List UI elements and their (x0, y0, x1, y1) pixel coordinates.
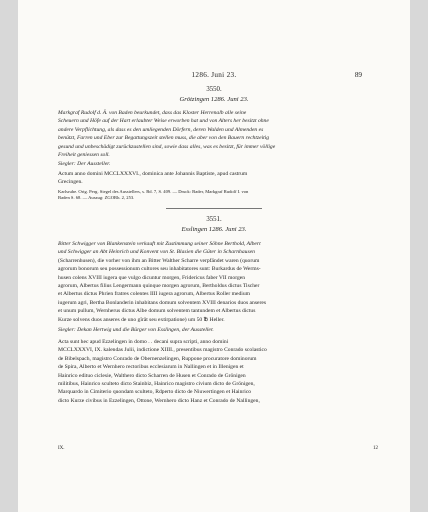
doc1-source-line: Baden S. 68. — Auszug: ZGORh. 2, 253. (58, 195, 135, 201)
document-page (18, 0, 410, 512)
footer-signature-left: IX. (58, 446, 65, 451)
doc2-summary-line: et unum pullum, Wernherus dictus Albe domum solventem tantundem et Albertus dictus (58, 308, 256, 315)
doc1-summary-line: Markgraf Rudolf d. Ä. von Baden beurkundet, dass das Kloster Herrenalb alle seine (58, 110, 247, 116)
page-footer (58, 446, 378, 451)
doc2-body-line: Acta sunt hec apud Ezzelingen in domo . . decani supra scripti, anno domini (58, 339, 229, 345)
doc2-body-line: dicto Kurze civibus in Ezzelingen, Ottone, Wernhero dicto Hanz et Conrado de Nallingen, (58, 397, 260, 404)
doc1-place-date: Grötzingen 1286. Juni 23. (179, 96, 249, 103)
page-number: 89 (354, 71, 362, 79)
doc2-summary-line: Kurze solvens duos anseres de uno gîrât seu extirpatione) um 50 ℔ Heller. (58, 316, 225, 323)
doc1-number: 3550. (206, 86, 222, 93)
doc2-body-line: Marquardo in Cimiterio quondam sculteto, Rdperto dicto de Niuwertingen et Hainrico (58, 389, 252, 396)
footer-signature-right: 12 (373, 446, 378, 451)
doc2-summary-line: (Scharrenhusen), die vorher von ihm an Bitter Walther Scharre verpfändet waren (quorum (58, 257, 260, 264)
doc1-actum-line: Actum anno domini MCCLXXXVI., dominica ante Johannis Baptiste, apud castrum (58, 171, 248, 177)
doc2-body-line: de Spira, Alberto et Wernhero rectoribus ecclesiarum in Nallingen et in Illenigen et (58, 364, 244, 371)
doc1-actum (58, 170, 378, 187)
doc1-source (58, 189, 378, 202)
doc1-summary-line: Scheuern und Höfe auf der Hart erlaubter Weise erworben hat und von Alters her besitzt ohne (58, 118, 269, 125)
doc2-body-line: de Bibelspach, magistro Conrado de Obernenzelingen, Ruppone procuratore dominorum (58, 355, 257, 362)
section-divider (166, 208, 262, 209)
doc2-sealer (58, 326, 378, 334)
doc2-body-line: Hainrico edituo ciclesie, Walthero dicto Scharren de Husen et Conrado de Grönigen (58, 372, 246, 379)
doc1-summary-line: Freiheit geniessen soll. (58, 152, 110, 159)
doc2-body-line: militibus, Hainrico sculteto dicto Stainbiz, Hainrico magistro civium dicto de Grönigen, (58, 381, 255, 388)
doc1-summary-line: andere Verpflichtung, als dass es den umliegenden Dörfern, deren Walden und Almenden es (58, 126, 264, 133)
doc2-body-line: MCCLXXXVI, IX. kalendas Julii, indictione XIIII., presentibus magistro Conrado scolastico (58, 347, 267, 354)
doc1-sealer (58, 160, 378, 168)
doc2-summary-line: Bitter Schwigger von Blankenstein verkauft mit Zustimmung seiner Söhne Berthold, Albert (58, 241, 261, 247)
doc1-sealer-line: Siegler: Der Aussteller. (58, 161, 111, 167)
doc2-place-date: Esslingen 1286. Juni 23. (181, 226, 247, 233)
doc2-summary (58, 240, 378, 324)
doc2-summary-line: und Schwigger an Abt Heinrich und Konvent von St. Blasien die Güter in Scharnhausen (58, 249, 255, 256)
doc1-source-line: Karlsruhe. Orig. Perg. Siegel des Ausstellers, s. Bd. 7, S. 409. — Druck: Bader, Markgraf Rudolf I. von (58, 189, 249, 194)
doc2-summary-line: iugerum agri, Bertha Bonlanderin inhabitans domum solventem XVIII denarios duos anseres (58, 299, 267, 306)
doc1-summary-line: benützt, Farren und Eber zur Begattungszeit stellen muss, die aber von den Bauern rechtzeitig (58, 135, 270, 142)
doc1-actum-line: Grecingen. (58, 179, 83, 186)
doc2-body (58, 338, 378, 405)
doc2-summary-line: agrorum bonorum seu possessionum cultores seu inhabitatores sunt: Burkardus de Werms- (58, 266, 261, 273)
header-date: 1286. Juni 23. (191, 71, 237, 79)
doc2-summary-line: agrorum, Albertus filius Lengermann quinque morgen agrorum, Bertholdus dictus Tischer (58, 283, 260, 290)
doc2-summary-line: husen colens XVIII iugera que vulgo dicuntur morgen, Fridericus faber VII morgen (58, 274, 246, 281)
doc1-summary (58, 109, 378, 159)
doc1-summary-line: gesund und unbeschädigt zurückzustellen sind, sowie dass alles, was es besitzt, für immer völlige (58, 143, 276, 150)
doc2-summary-line: et Albertus dictus Phrien fratres colentes IIII iugera agrorum, Albertus Roller medium (58, 291, 250, 298)
doc2-number: 3551. (206, 216, 222, 223)
doc2-sealer-line: Siegler: Dekan Hertwig und die Bürger von Esslingen, der Aussteller. (58, 327, 214, 333)
